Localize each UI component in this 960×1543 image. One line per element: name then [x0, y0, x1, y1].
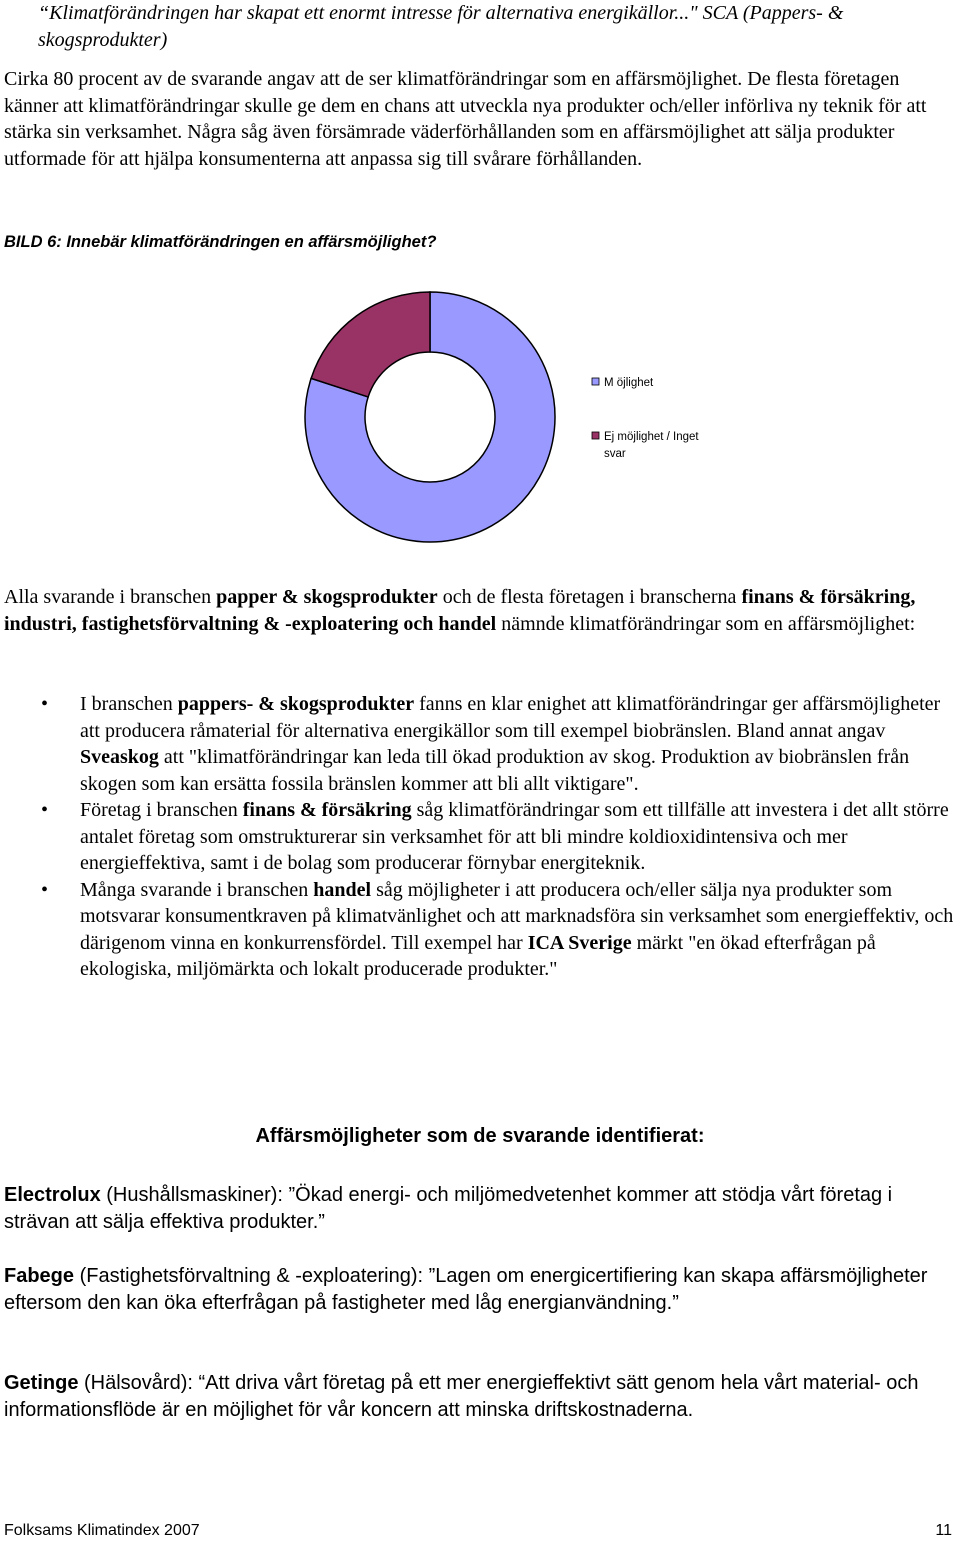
company-text: (Hushållsmaskiner): ”Ökad energi- och miljömedvetenhet kommer att stödja vårt företag i strävan att sälja effektiva produkter.” [4, 1184, 893, 1233]
bullet-bold: ICA Sverige [527, 931, 632, 954]
para2-text-2: och de flesta företagen i branscherna [437, 586, 742, 608]
top-quote: “Klimatförändringen har skapat ett enormt intresse för alternativa energikällor..." SCA (Pappers- & skogsprodukter) [38, 2, 844, 51]
doughnut-slice-ej-mojlighet [311, 292, 430, 397]
bullet-text: fanns en klar enighet att klimatförändringar ger affärsmöjligheter att producera råmaterial för alternativa energikällor som till exempel biobränslen. Bland annat angav [80, 693, 941, 742]
bullet-text: Många svarande i branschen [80, 878, 314, 901]
bullet-text: I branschen [80, 693, 178, 715]
legend-swatch-mojlighet [592, 378, 599, 385]
company-name: Fabege [4, 1265, 75, 1287]
bullet-text: såg möjligheter i att producera och/eller sälja nya produkter som motsvarar konsumentkraven på klimatvänlighet och att marknadsföra sin verksamhet som energieffektiv, och därigenom vinna en konkurrensfördel. Till exempel har [80, 878, 954, 954]
bullet-list [0, 691, 960, 983]
legend-label-mojlighet: M öjlighet [604, 377, 654, 389]
bullet-text: att "klimatförändringar kan leda till ökad produktion av skog. Produktion av biobränslen från skogen som kan ersätta fossila bränslen kommer att bli allt viktigare". [80, 746, 910, 795]
bullet-item-handel [0, 877, 960, 983]
industries-paragraph [4, 584, 956, 637]
intro-text-a: Cirka 80 procent av de svarande angav att de ser klimatförändringar som en affärsmöjlighet. De flesta företagen känner att klimatförändringar skulle ge dem en chans att utveckla nya produkter och/eller införliva ny teknik för att stärka sin verksamhet. [4, 68, 927, 143]
bullet-bold: pappers- & skogsprodukter [177, 693, 415, 715]
company-text: (Fastighetsförvaltning & -exploatering): ”Lagen om energicertifiering kan skapa affärsmöjligheter eftersom den kan öka efterfrågan på fastigheter med låg energianvändning.” [4, 1265, 928, 1314]
doughnut-chart [300, 290, 740, 550]
chart-slices [305, 292, 555, 542]
page-number: 11 [935, 1522, 952, 1539]
para2-bold-1: papper & skogsprodukter [216, 586, 438, 608]
bullet-bold: handel [313, 878, 372, 901]
bullet-dot: • [41, 878, 49, 901]
figure-caption: BILD 6: Innebär klimatförändringen en affärsmöjlighet? [4, 233, 437, 251]
bullet-dot: • [41, 799, 49, 821]
chart-legend [592, 377, 699, 460]
bullet-text: såg klimatförändringar som ett tillfälle att investera i det allt större antalet företag som omstrukturerar sin verksamhet för att bli mindre koldioxidintensiva och mer energieffektiva, samt i de bolag som producerar förnybar energiteknik. [80, 799, 949, 874]
intro-text-b: Några såg även försämrade väderförhållanden som en affärsmöjlighet att sälja produkter utformade för att hjälpa konsumenterna att anpassa sig till svårare förhållanden. [4, 121, 895, 170]
company-electrolux [4, 1182, 956, 1236]
bullet-text: märkt "en ökad efterfrågan på ekologiska, miljömärkta och lokalt producerade produkter." [80, 931, 876, 980]
bullet-bold: Sveaskog [80, 746, 159, 768]
section-title: Affärsmöjligheter som de svarande identifierat: [255, 1125, 705, 1147]
company-text: (Hälsovård): “Att driva vårt företag på ett mer energieffektivt sätt genom hela vårt material- och informationsflöde är en möjlighet för vår koncern att minska driftskostnaderna. [4, 1372, 919, 1421]
company-name: Getinge [4, 1372, 79, 1394]
bullet-bold: finans & försäkring [242, 799, 412, 821]
legend-label-ej-mojlighet-line2: svar [604, 448, 626, 460]
intro-paragraph [4, 66, 954, 172]
bullet-item-finans [0, 797, 960, 877]
para2-text-1: Alla svarande i branschen [4, 586, 217, 608]
legend-swatch-ej-mojlighet [592, 432, 599, 439]
para2-bold-2: finans & försäkring, industri, fastighetsförvaltning & -exploatering och handel [4, 586, 916, 635]
bullet-item-pappers [0, 691, 960, 797]
company-fabege [4, 1263, 956, 1317]
footer-title: Folksams Klimatindex 2007 [4, 1522, 200, 1539]
company-name: Electrolux [4, 1184, 101, 1206]
legend-label-ej-mojlighet-line1: Ej möjlighet / Inget [604, 431, 699, 443]
company-getinge [4, 1370, 956, 1424]
para2-text-3: nämnde klimatförändringar som en affärsmöjlighet: [496, 612, 916, 635]
bullet-dot: • [41, 693, 49, 715]
bullet-text: Företag i branschen [80, 799, 243, 821]
